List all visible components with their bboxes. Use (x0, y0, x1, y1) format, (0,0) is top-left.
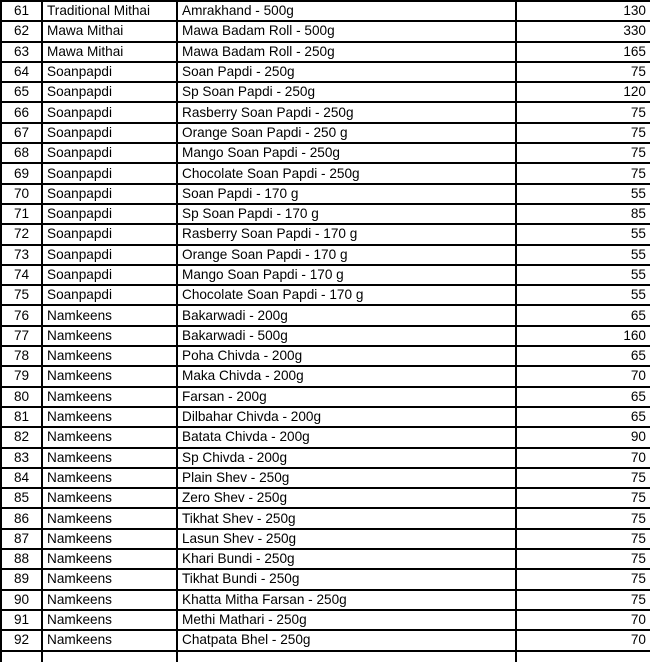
item-name-cell: Poha Chivda - 200g (177, 346, 516, 366)
serial-number-cell: 85 (1, 488, 42, 508)
item-name-cell: Sp Soan Papdi - 250g (177, 82, 516, 102)
price-cell: 75 (516, 123, 650, 143)
category-cell: Namkeens (42, 448, 177, 468)
table-row (1, 184, 650, 204)
item-name-cell: Bakarwadi - 200g (177, 305, 516, 325)
item-name-cell: Lasun Shev - 250g (177, 529, 516, 549)
price-cell: 55 (516, 184, 650, 204)
price-cell: 65 (516, 407, 650, 427)
table-row (1, 326, 650, 346)
price-cell: 55 (516, 265, 650, 285)
item-name-cell: Sp Soan Papdi - 170 g (177, 204, 516, 224)
item-name-cell: Bakarwadi - 500g (177, 326, 516, 346)
serial-number-cell: 75 (1, 285, 42, 305)
table-row (1, 468, 650, 488)
serial-number-cell: 91 (1, 610, 42, 630)
category-cell: Namkeens (42, 305, 177, 325)
serial-number-cell: 77 (1, 326, 42, 346)
category-cell: Soanpapdi (42, 184, 177, 204)
category-cell: Namkeens (42, 468, 177, 488)
price-cell: 120 (516, 82, 650, 102)
price-cell: 70 (516, 630, 650, 650)
table-row (1, 1, 650, 21)
item-name-cell: Rasberry Soan Papdi - 250g (177, 102, 516, 122)
item-name-cell: Soan Papdi - 250g (177, 62, 516, 82)
price-cell: 75 (516, 590, 650, 610)
serial-number-cell: 65 (1, 82, 42, 102)
price-cell (516, 651, 650, 662)
price-cell: 75 (516, 468, 650, 488)
serial-number-cell: 70 (1, 184, 42, 204)
table-row (1, 488, 650, 508)
serial-number-cell: 74 (1, 265, 42, 285)
category-cell: Namkeens (42, 630, 177, 650)
category-cell: Soanpapdi (42, 82, 177, 102)
category-cell: Namkeens (42, 346, 177, 366)
serial-number-cell: 84 (1, 468, 42, 488)
serial-number-cell: 64 (1, 62, 42, 82)
item-name-cell: Maka Chivda - 200g (177, 366, 516, 386)
price-cell: 75 (516, 143, 650, 163)
table-row (1, 448, 650, 468)
price-cell: 75 (516, 102, 650, 122)
price-cell: 55 (516, 285, 650, 305)
price-cell: 75 (516, 488, 650, 508)
price-cell: 75 (516, 549, 650, 569)
item-name-cell (177, 651, 516, 662)
table-row (1, 549, 650, 569)
serial-number-cell: 72 (1, 224, 42, 244)
item-name-cell: Mawa Badam Roll - 500g (177, 21, 516, 41)
serial-number-cell: 67 (1, 123, 42, 143)
table-row (1, 651, 650, 662)
price-cell: 65 (516, 387, 650, 407)
category-cell: Soanpapdi (42, 285, 177, 305)
serial-number-cell: 76 (1, 305, 42, 325)
item-name-cell: Orange Soan Papdi - 250 g (177, 123, 516, 143)
category-cell: Soanpapdi (42, 62, 177, 82)
price-cell: 75 (516, 569, 650, 589)
price-cell: 330 (516, 21, 650, 41)
price-cell: 90 (516, 427, 650, 447)
item-name-cell: Dilbahar Chivda - 200g (177, 407, 516, 427)
price-cell: 70 (516, 610, 650, 630)
category-cell: Soanpapdi (42, 204, 177, 224)
category-cell: Namkeens (42, 488, 177, 508)
table-row (1, 387, 650, 407)
item-name-cell: Chocolate Soan Papdi - 250g (177, 163, 516, 183)
table-row (1, 143, 650, 163)
item-name-cell: Methi Mathari - 250g (177, 610, 516, 630)
serial-number-cell: 83 (1, 448, 42, 468)
item-name-cell: Chocolate Soan Papdi - 170 g (177, 285, 516, 305)
price-cell: 75 (516, 508, 650, 528)
table-row (1, 529, 650, 549)
serial-number-cell: 62 (1, 21, 42, 41)
category-cell: Soanpapdi (42, 163, 177, 183)
serial-number-cell: 82 (1, 427, 42, 447)
table-row (1, 285, 650, 305)
serial-number-cell: 92 (1, 630, 42, 650)
item-name-cell: Mango Soan Papdi - 170 g (177, 265, 516, 285)
item-name-cell: Mawa Badam Roll - 250g (177, 42, 516, 62)
category-cell: Namkeens (42, 427, 177, 447)
price-cell: 70 (516, 366, 650, 386)
serial-number-cell: 63 (1, 42, 42, 62)
category-cell: Namkeens (42, 569, 177, 589)
category-cell: Namkeens (42, 407, 177, 427)
table-row (1, 204, 650, 224)
table-row (1, 245, 650, 265)
price-table-body (1, 1, 650, 662)
item-name-cell: Batata Chivda - 200g (177, 427, 516, 447)
table-row (1, 590, 650, 610)
category-cell: Soanpapdi (42, 123, 177, 143)
item-name-cell: Khari Bundi - 250g (177, 549, 516, 569)
category-cell: Soanpapdi (42, 224, 177, 244)
serial-number-cell: 90 (1, 590, 42, 610)
table-row (1, 346, 650, 366)
price-cell: 130 (516, 1, 650, 21)
item-name-cell: Sp Chivda - 200g (177, 448, 516, 468)
table-row (1, 305, 650, 325)
item-name-cell: Chatpata Bhel - 250g (177, 630, 516, 650)
item-name-cell: Zero Shev - 250g (177, 488, 516, 508)
price-cell: 75 (516, 529, 650, 549)
serial-number-cell: 88 (1, 549, 42, 569)
price-cell: 165 (516, 42, 650, 62)
item-name-cell: Amrakhand - 500g (177, 1, 516, 21)
item-name-cell: Plain Shev - 250g (177, 468, 516, 488)
price-cell: 160 (516, 326, 650, 346)
category-cell: Mawa Mithai (42, 42, 177, 62)
table-row (1, 123, 650, 143)
item-name-cell: Mango Soan Papdi - 250g (177, 143, 516, 163)
price-cell: 65 (516, 346, 650, 366)
serial-number-cell: 73 (1, 245, 42, 265)
serial-number-cell: 89 (1, 569, 42, 589)
price-cell: 85 (516, 204, 650, 224)
price-cell: 55 (516, 224, 650, 244)
category-cell: Namkeens (42, 549, 177, 569)
item-name-cell: Khatta Mitha Farsan - 250g (177, 590, 516, 610)
category-cell: Namkeens (42, 508, 177, 528)
serial-number-cell: 68 (1, 143, 42, 163)
category-cell: Namkeens (42, 590, 177, 610)
price-cell: 65 (516, 305, 650, 325)
serial-number-cell: 79 (1, 366, 42, 386)
category-cell: Mawa Mithai (42, 21, 177, 41)
serial-number-cell: 61 (1, 1, 42, 21)
item-name-cell: Orange Soan Papdi - 170 g (177, 245, 516, 265)
serial-number-cell: 66 (1, 102, 42, 122)
serial-number-cell: 71 (1, 204, 42, 224)
category-cell: Namkeens (42, 529, 177, 549)
serial-number-cell: 80 (1, 387, 42, 407)
item-name-cell: Soan Papdi - 170 g (177, 184, 516, 204)
category-cell: Soanpapdi (42, 102, 177, 122)
table-row (1, 569, 650, 589)
serial-number-cell: 87 (1, 529, 42, 549)
category-cell: Soanpapdi (42, 265, 177, 285)
item-name-cell: Tikhat Bundi - 250g (177, 569, 516, 589)
table-row (1, 630, 650, 650)
item-name-cell: Farsan - 200g (177, 387, 516, 407)
price-cell: 75 (516, 62, 650, 82)
item-name-cell: Tikhat Shev - 250g (177, 508, 516, 528)
price-cell: 55 (516, 245, 650, 265)
table-row (1, 62, 650, 82)
table-row (1, 407, 650, 427)
table-row (1, 82, 650, 102)
category-cell: Traditional Mithai (42, 1, 177, 21)
table-row (1, 366, 650, 386)
category-cell (42, 651, 177, 662)
serial-number-cell: 86 (1, 508, 42, 528)
table-row (1, 427, 650, 447)
price-cell: 70 (516, 448, 650, 468)
serial-number-cell (1, 651, 42, 662)
table-row (1, 224, 650, 244)
category-cell: Namkeens (42, 387, 177, 407)
table-row (1, 102, 650, 122)
table-row (1, 163, 650, 183)
table-row (1, 21, 650, 41)
table-row (1, 42, 650, 62)
table-row (1, 610, 650, 630)
table-row (1, 508, 650, 528)
category-cell: Namkeens (42, 610, 177, 630)
serial-number-cell: 69 (1, 163, 42, 183)
category-cell: Namkeens (42, 366, 177, 386)
category-cell: Namkeens (42, 326, 177, 346)
price-cell: 75 (516, 163, 650, 183)
serial-number-cell: 81 (1, 407, 42, 427)
category-cell: Soanpapdi (42, 245, 177, 265)
table-row (1, 265, 650, 285)
category-cell: Soanpapdi (42, 143, 177, 163)
item-name-cell: Rasberry Soan Papdi - 170 g (177, 224, 516, 244)
serial-number-cell: 78 (1, 346, 42, 366)
